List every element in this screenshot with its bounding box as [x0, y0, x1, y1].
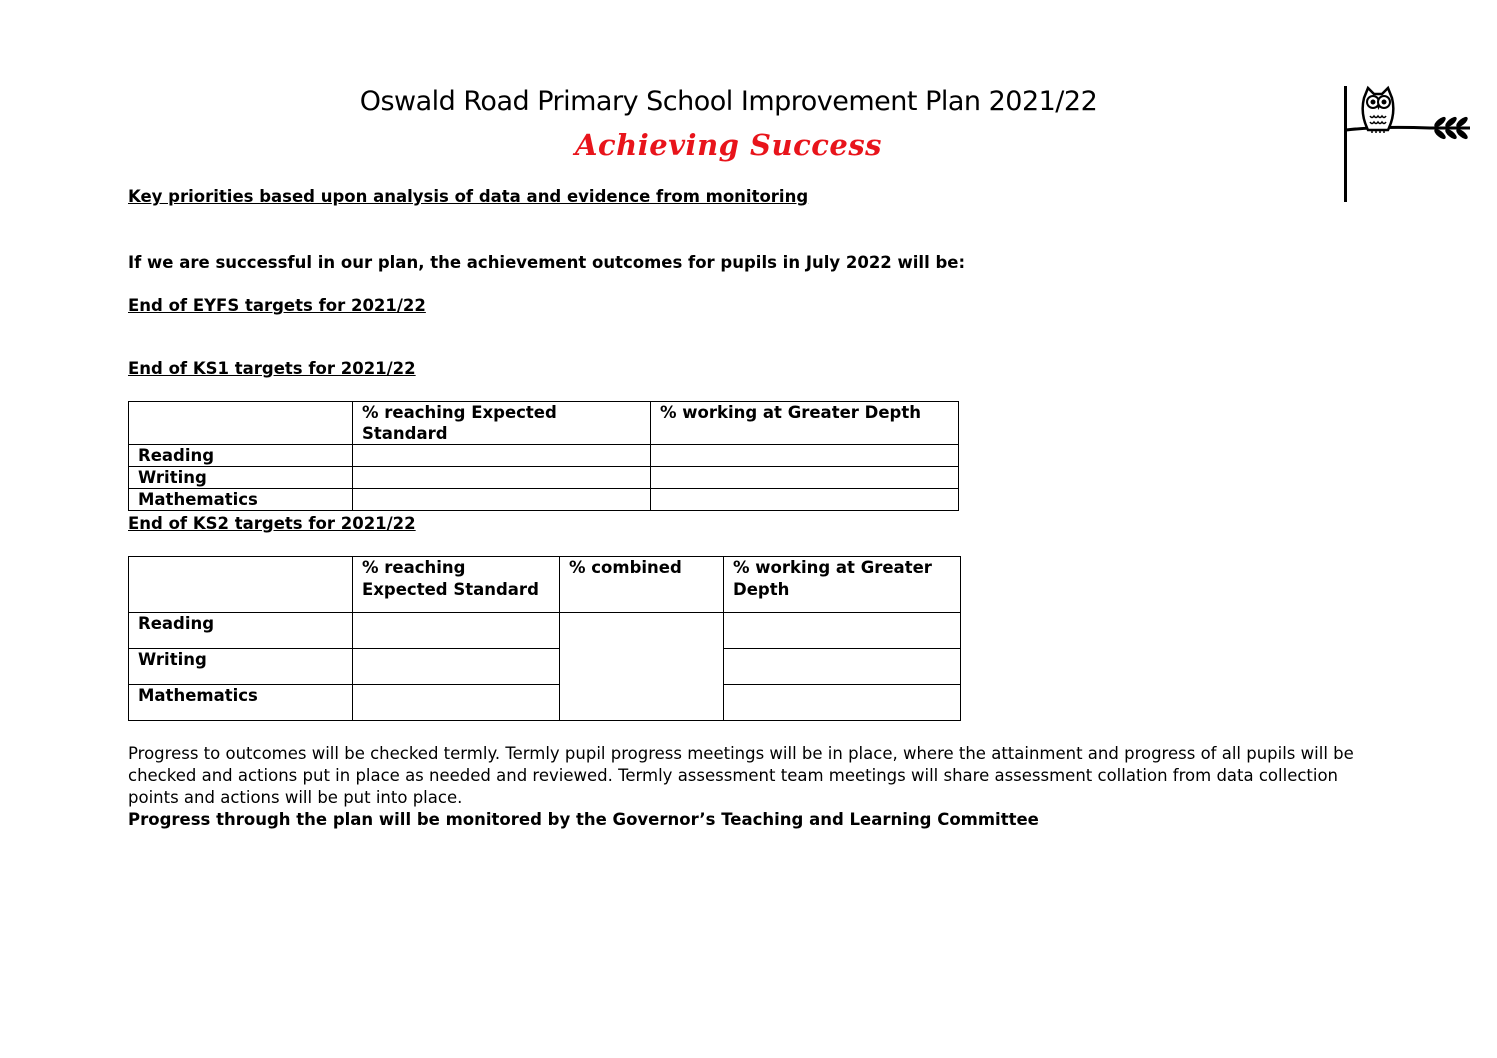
greater-depth-cell — [651, 445, 959, 467]
ks1-heading: End of KS1 targets for 2021/22 — [128, 359, 416, 378]
expected-cell — [353, 467, 651, 489]
subject-cell: Writing — [129, 649, 353, 685]
greater-depth-cell — [724, 613, 961, 649]
table-row — [129, 445, 959, 467]
ks2-targets-table — [128, 556, 961, 721]
table-row — [129, 489, 959, 511]
monitoring-statement: Progress through the plan will be monitored by the Governor’s Teaching and Learning Committee — [128, 810, 1039, 829]
table-header-cell — [129, 557, 353, 613]
combined-cell — [560, 613, 724, 721]
subject-cell: Reading — [129, 613, 353, 649]
expected-cell — [353, 489, 651, 511]
eyfs-heading: End of EYFS targets for 2021/22 — [128, 296, 426, 315]
table-header-row — [129, 402, 959, 445]
table-header-cell: % reaching Expected Standard — [353, 402, 651, 445]
progress-text: Progress to outcomes will be checked termly. Termly pupil progress meetings will be in place, where the attainment and progress of all pupils will be checked and actions put in place as needed and reviewed. Termly assessment team meetings will share assessment collation from data collection points and actions will be put into place. — [128, 744, 1354, 807]
outcomes-intro: If we are successful in our plan, the achievement outcomes for pupils in July 2022 will be: — [128, 253, 966, 272]
table-header-cell: % combined — [560, 557, 724, 613]
key-priorities-heading: Key priorities based upon analysis of data and evidence from monitoring — [128, 187, 809, 206]
ks1-targets-table — [128, 401, 959, 511]
table-header-cell: % working at Greater Depth — [724, 557, 961, 613]
page-title: Oswald Road Primary School Improvement Plan 2021/22 — [359, 86, 1098, 117]
expected-cell — [353, 649, 560, 685]
ks2-heading: End of KS2 targets for 2021/22 — [128, 514, 416, 533]
owl-on-branch-icon — [1340, 84, 1475, 206]
table-header-cell: % reaching Expected Standard — [353, 557, 560, 613]
progress-paragraph — [128, 743, 1368, 831]
table-row — [129, 613, 961, 649]
expected-cell — [353, 613, 560, 649]
table-row — [129, 467, 959, 489]
subject-cell: Reading — [129, 445, 353, 467]
greater-depth-cell — [724, 649, 961, 685]
subject-cell: Writing — [129, 467, 353, 489]
greater-depth-cell — [724, 685, 961, 721]
table-row — [129, 649, 961, 685]
table-header-cell: % working at Greater Depth — [651, 402, 959, 445]
table-header-cell — [129, 402, 353, 445]
table-row — [129, 685, 961, 721]
page-subtitle: Achieving Success — [575, 128, 882, 162]
greater-depth-cell — [651, 489, 959, 511]
subject-cell: Mathematics — [129, 489, 353, 511]
table-header-row — [129, 557, 961, 613]
greater-depth-cell — [651, 467, 959, 489]
expected-cell — [353, 685, 560, 721]
subject-cell: Mathematics — [129, 685, 353, 721]
expected-cell — [353, 445, 651, 467]
